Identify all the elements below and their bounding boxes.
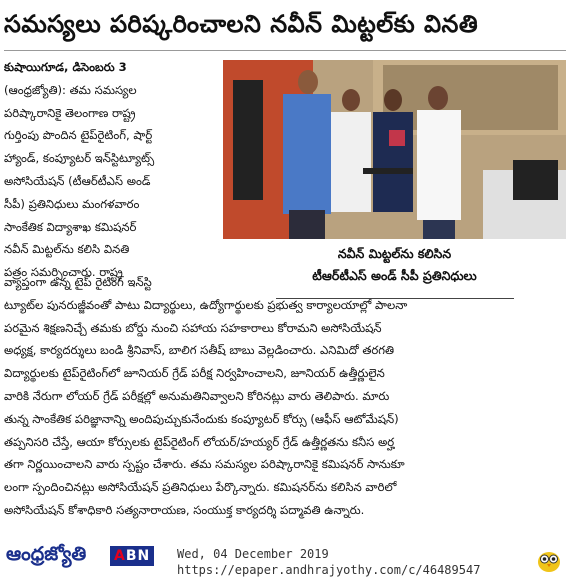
article-body xyxy=(4,271,566,522)
andhrajyothy-logo: ఆంధ్రజ్యోతి xyxy=(6,543,87,565)
article-line: అసోసియేషన్ (టీఆర్‌టీఎస్ అండ్ xyxy=(4,173,151,188)
article-line: అధ్యక్ష, కార్యదర్శులు బండి శ్రీనివాస్, బాలిగ సతీష్ బాబు వెల్లడించారు. ఎనిమిదో తరగతి xyxy=(4,343,395,358)
owl-icon xyxy=(536,547,562,573)
headline-divider xyxy=(4,50,566,51)
footer xyxy=(0,541,573,577)
article-line: తున్న సాంకేతిక పరిజ్ఞానాన్ని అందిపుచ్చుకునేందుకు కంప్యూటర్ కోర్సు (ఆఫీస్ ఆటోమేషన్) xyxy=(4,411,399,426)
article-line: తగా నిర్ణయించాలని వారు స్పష్టం చేశారు. తమ సమస్యల పరిష్కారానికై కమిషనర్ సానుకూ xyxy=(4,457,405,472)
caption-line: టీఆర్‌టీఎస్ అండ్ సీపీ ప్రతినిధులు xyxy=(312,268,477,283)
article-line: పత్రం సమర్పించారు. రాష్ట్ర xyxy=(4,265,123,280)
article-line: తప్పనిసరి చేస్తే, ఆయా కోర్సులకు టైప్‌రైటింగ్ లోయర్/హయ్యర్ గ్రేడ్ ఉత్తీర్ణతను కనీస అర్హ xyxy=(4,434,395,449)
caption-line: నవీన్ మిట్టల్‌ను కలిసిన xyxy=(337,246,452,261)
article-line: సీపీ) ప్రతినిధులు మంగళవారం xyxy=(4,196,140,211)
abn-logo-a: A xyxy=(114,548,126,564)
article-line: వారికి నేరుగా లోయర్ గ్రేడ్ పరీక్షల్లో అనుమతినివ్వాలని కోరినట్లు వారు తెలిపారు. మారు xyxy=(4,388,390,403)
article-line: గుర్తింపు పొందిన టైప్‌రైటింగ్, షార్ట్ xyxy=(4,128,153,143)
photo-illustration xyxy=(223,60,566,239)
article-line: సాంకేతిక విద్యాశాఖ కమిషనర్ xyxy=(4,219,137,234)
byline: కుషాయిగూడ, డిసెంబరు 3 xyxy=(4,60,127,74)
article-line: పరమైన శిక్షణనిచ్చే తమకు బోర్డు నుంచి సహాయ సహకారాలు కోరామని అసోసియేషన్ xyxy=(4,320,382,335)
article-line: అసోసియేషన్ కోశాధికారి సత్యనారాయణ, సంయుక్త కార్యదర్శి పద్మావతి ఉన్నారు. xyxy=(4,502,365,517)
abn-logo-bn: BN xyxy=(125,548,151,564)
article-line: హ్యాండ్, కంప్యూటర్ ఇన్‌స్టిట్యూట్స్ xyxy=(4,151,155,166)
edition-date: Wed, 04 December 2019 xyxy=(177,547,329,561)
epaper-url[interactable]: https://epaper.andhrajyothy.com/c/46489547 xyxy=(177,563,481,577)
article-line: (ఆంధ్రజ్యోతి): తమ సమస్యల xyxy=(4,82,137,97)
article-line: విద్యార్థులకు టైప్‌రైటింగ్‌లో జూనియర్ గ్రేడ్ పరీక్ష నిర్వహించాలని, జూనియర్ ఉత్తీర్ణులైన xyxy=(4,366,385,381)
article-line: నవీన్ మిట్టల్‌ను కలిసి వినతి xyxy=(4,242,130,257)
headline: సమస్యలు పరిష్కరించాలని నవీన్ మిట్టల్‌కు వినతి xyxy=(4,10,479,38)
article-line: లంగా స్పందించినట్లు అసోసియేషన్ ప్రతినిధులు పేర్కొన్నారు. కమిషనర్‌ను కలిసిన వారిలో xyxy=(4,480,397,495)
article-column xyxy=(4,56,218,284)
article-line: వ్యాప్తంగా ఉన్న టైప్ రైటింగ్ ఇన్‌స్టి xyxy=(4,275,152,289)
news-photo xyxy=(223,60,566,239)
article-line: ట్యూట్‌ల పునరుజ్జీవంతో పాటు విద్యార్థులు, ఉద్యోగార్థులకు ప్రభుత్వ కార్యాలయాల్లో పాలనా xyxy=(4,297,408,312)
article-line: పరిష్కారానికై తెలంగాణ రాష్ట్ర xyxy=(4,105,136,120)
abn-logo xyxy=(110,546,154,566)
